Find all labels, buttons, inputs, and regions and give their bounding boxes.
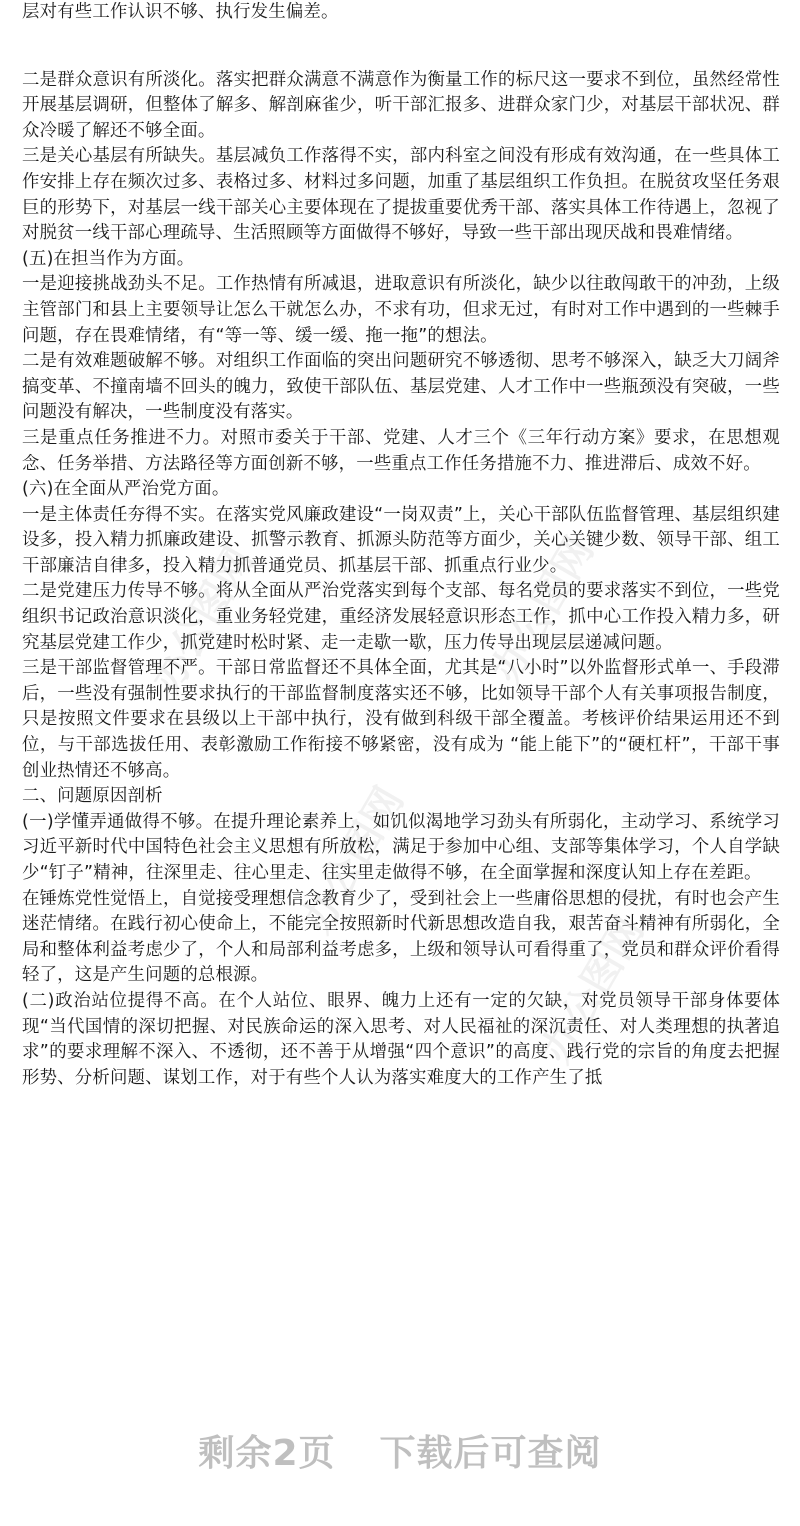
watermark: 办公图网 [293, 779, 413, 942]
paragraph: 一是主体责任夯得不实。在落实党风廉政建设“一岗双责”上，关心干部队伍监督管理、基层组织建设多，投入精力抓廉政建设、抓警示教育、抓源头防范等方面少，关心关键少数、领导干部、组工干部廉洁自律多，投入精力抓普通党员、抓基层干部、抓重点行业少。 [22, 504, 780, 576]
paragraph: 三是关心基层有所缺失。基层减负工作落得不实，部内科室之间没有形成有效沟通，在一些具体工作安排上存在频次过多、表格过多、材料过多问题，加重了基层组织工作负担。在脱贫攻坚任务艰巨的形势下，对基层一线干部关心主要体现在了提拔重要优秀干部、落实具体工作待遇上，忽视了对脱贫一线干部心理疏导、生活照顾等方面做得不够好，导致一些干部出现厌战和畏难情绪。 [22, 146, 780, 244]
paragraph-fragment: 层对有些工作认识不够、执行发生偏差。 [22, 2, 339, 22]
watermark: 办公图网 [483, 529, 603, 692]
download-banner[interactable] [0, 1410, 800, 1490]
watermark: 办公图网 [143, 539, 263, 702]
paragraph: 二是党建压力传导不够。将从全面从严治党落实到每个支部、每名党员的要求落实不到位，一些党组织书记政治意识淡化，重业务轻党建，重经济发展轻意识形态工作，抓中心工作投入精力多，研究基层党建工作少，抓党建时松时紧、走一走歇一歇，压力传导出现层层递减问题。 [22, 581, 780, 653]
paragraph: (二)政治站位提得不高。在个人站位、眼界、魄力上还有一定的欠缺，对党员领导干部身体要体现“当代国情的深切把握、对民族命运的深入思考、对人民福祉的深沉责任、对人类理想的执著追求”的要求理解不深入、不透彻，还不善于从增强“四个意识”的高度、践行党的宗旨的角度去把握形势、分析问题、谋划工作，对于有些个人认为落实难度大的工作产生了抵 [22, 990, 780, 1088]
document-body [22, 0, 780, 1091]
paragraph: 三是干部监督管理不严。干部日常监督还不具体全面，尤其是“八小时”以外监督形式单一、手段滞后，一些没有强制性要求执行的干部监督制度落实还不够，比如领导干部个人有关事项报告制度，只是按照文件要求在县级以上干部中执行，没有做到科级干部全覆盖。考核评价结果运用还不到位，与干部选拔任用、表彰激励工作衔接不够紧密，没有成为 “能上能下”的“硬杠杆”，干部干事创业热情还不够高。 [22, 658, 780, 781]
section-heading: (五)在担当作为方面。 [22, 248, 195, 269]
remaining-pages-label: 剩余2页 [198, 1432, 336, 1474]
watermark: 办公图网 [533, 909, 653, 1072]
paragraph: 二是群众意识有所淡化。落实把群众满意不满意作为衡量工作的标尺这一要求不到位，虽然经常性开展基层调研，但整体了解多、解剖麻雀少，听干部汇报多、进群众家门少，对基层干部状况、群众冷暖了解还不够全面。 [22, 69, 780, 141]
paragraph: 在锤炼党性觉悟上，自觉接受理想信念教育少了，受到社会上一些庸俗思想的侵扰，有时也会产生迷茫情绪。在践行初心使命上，不能完全按照新时代新思想改造自我，艰苦奋斗精神有所弱化，全局和整体利益考虑少了，个人和局部利益考虑多，上级和领导认可看得重了，党员和群众评价看得轻了，这是产生问题的总根源。 [22, 888, 780, 986]
section-heading: (六)在全面从严治党方面。 [22, 479, 230, 500]
paragraph: 三是重点任务推进不力。对照市委关于干部、党建、人才三个《三年行动方案》要求，在思想观念、任务举措、方法路径等方面创新不够，一些重点工作任务措施不力、推进滞后、成效不好。 [22, 427, 780, 474]
spacer [22, 26, 780, 68]
section-heading: 二、问题原因剖析 [22, 786, 163, 807]
download-prompt-label[interactable]: 下载后可查阅 [379, 1432, 602, 1474]
paragraph: 一是迎接挑战劲头不足。工作热情有所减退，进取意识有所淡化，缺少以往敢闯敢干的冲劲，上级主管部门和县上主要领导让怎么干就怎么办，不求有功，但求无过，有时对工作中遇到的一些棘手问题，存在畏难情绪，有“等一等、缓一缓、拖一拖”的想法。 [22, 274, 780, 346]
paragraph: 二是有效难题破解不够。对组织工作面临的突出问题研究不够透彻、思考不够深入，缺乏大刀阔斧搞变革、不撞南墙不回头的魄力，致使干部队伍、基层党建、人才工作中一些瓶颈没有突破，一些问题没有解决，一些制度没有落实。 [22, 351, 780, 423]
paragraph: (一)学懂弄通做得不够。在提升理论素养上，如饥似渴地学习劲头有所弱化，主动学习、系统学习习近平新时代中国特色社会主义思想有所放松，满足于参加中心组、支部等集体学习，个人自学缺少“钉子”精神，往深里走、往心里走、往实里走做得不够，在全面掌握和深度认知上存在差距。 [22, 811, 780, 883]
